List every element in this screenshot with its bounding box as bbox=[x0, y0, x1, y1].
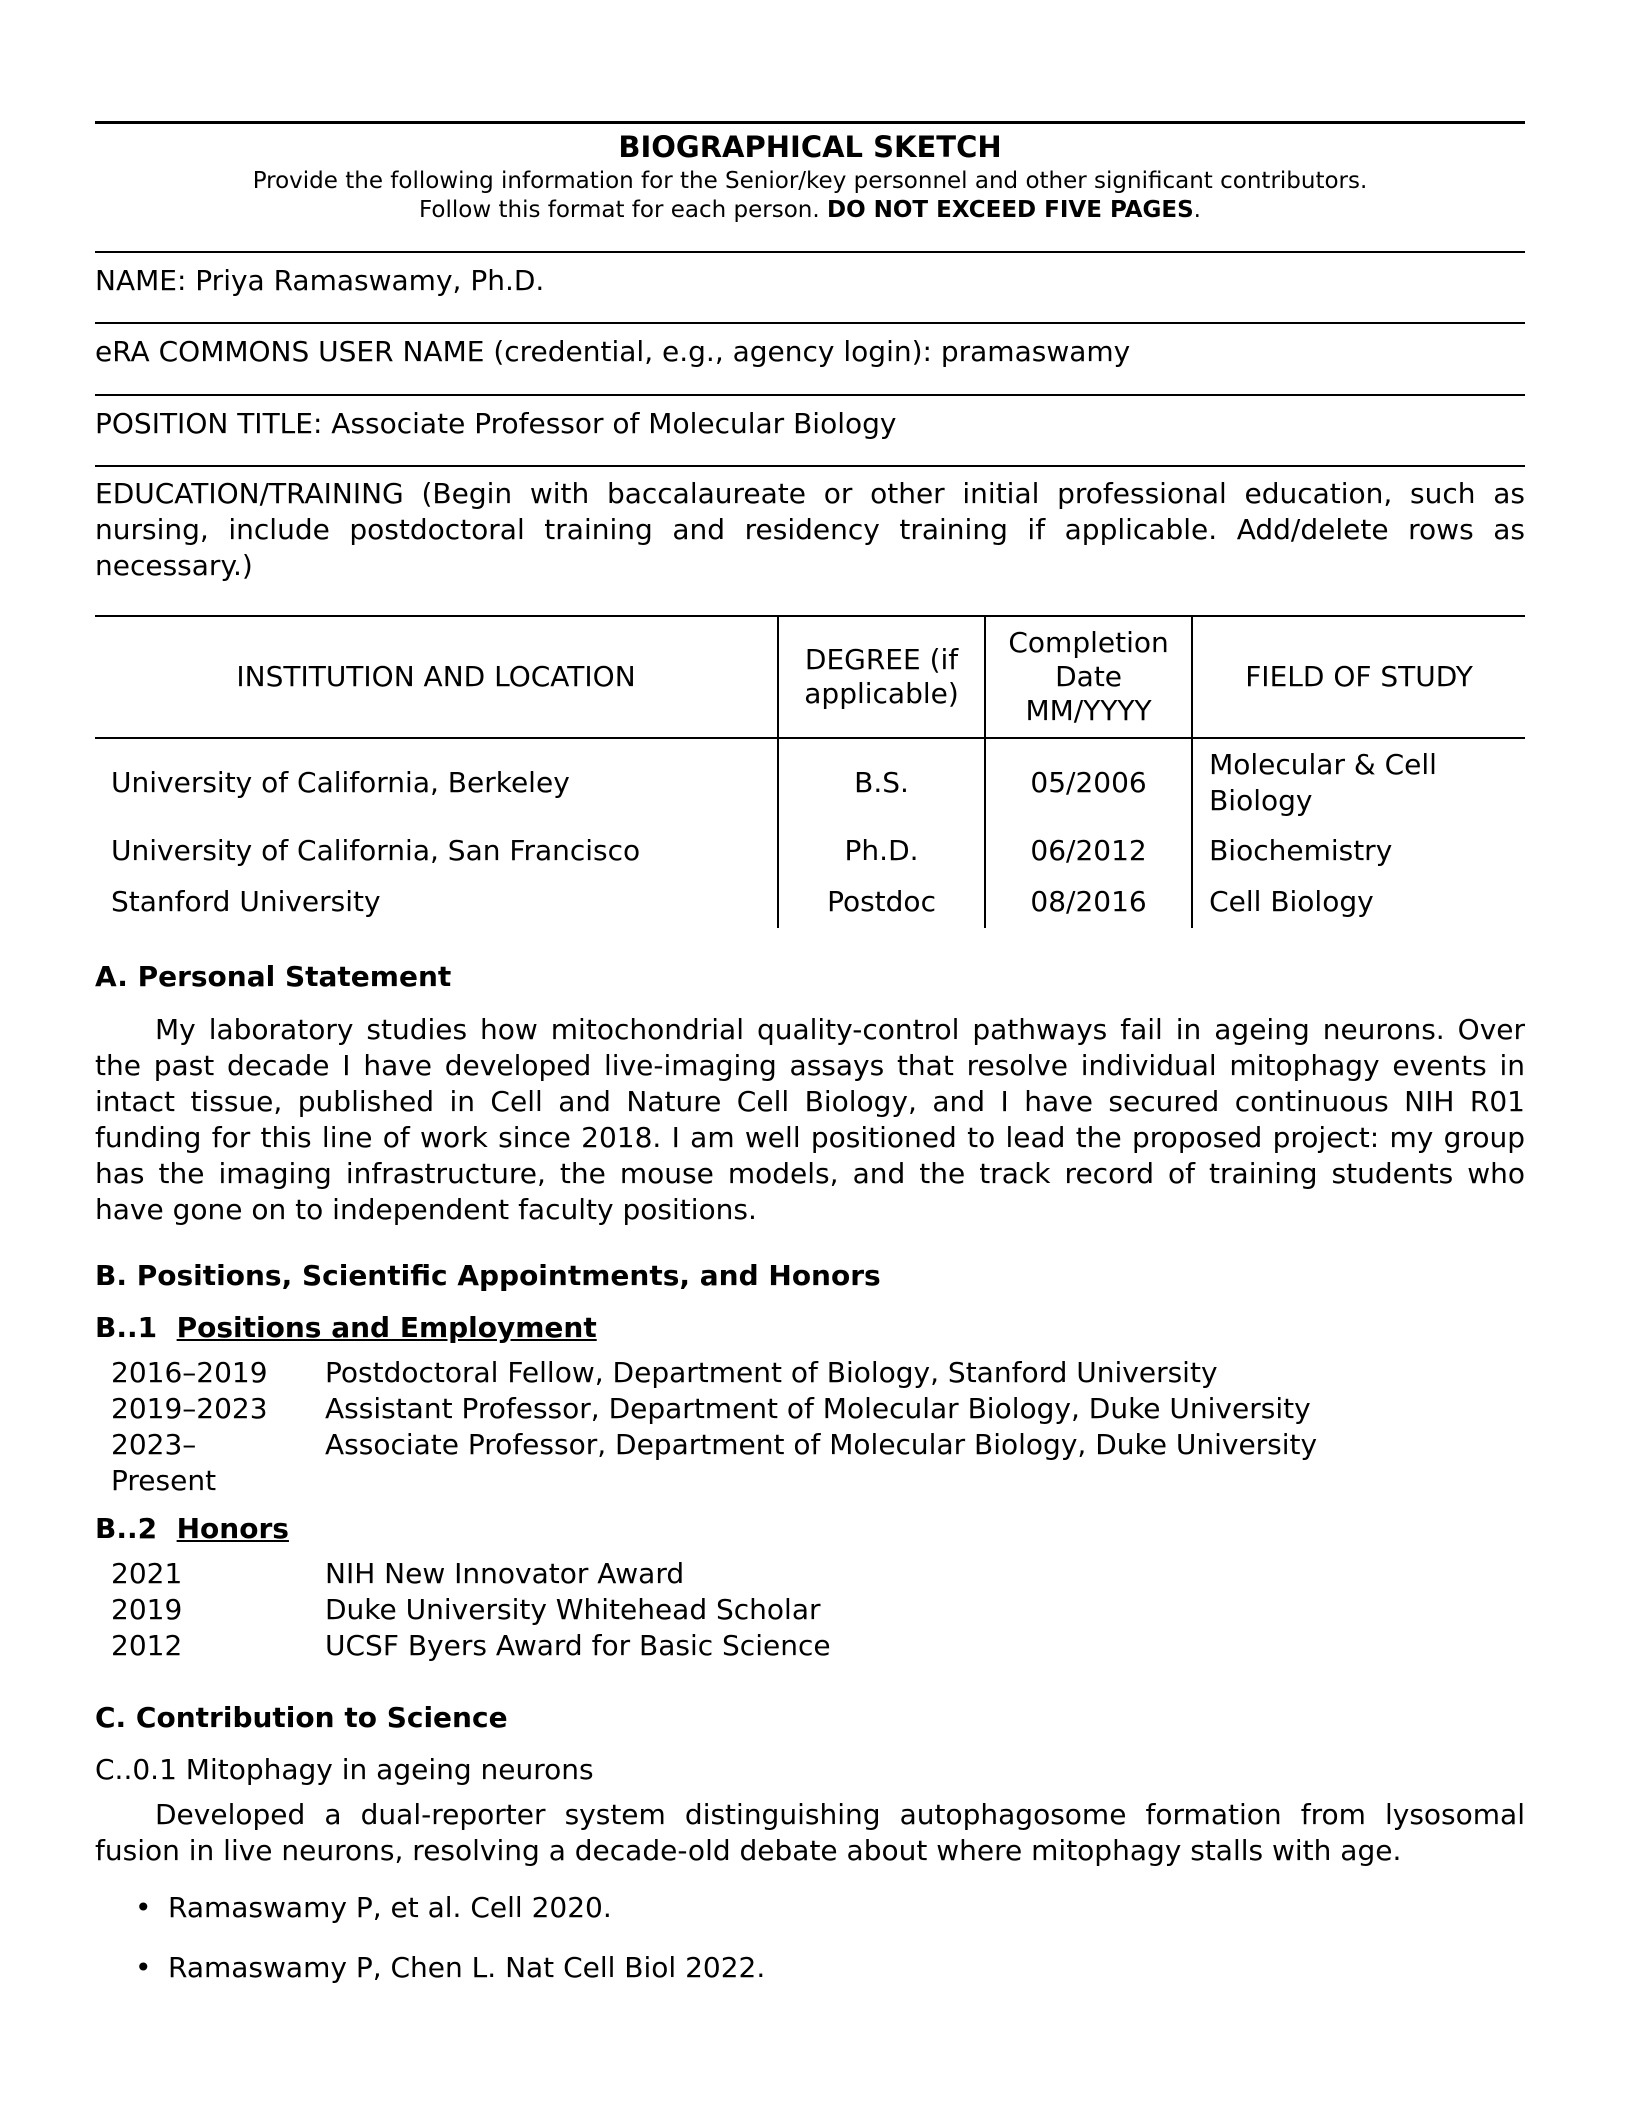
field-cell: Biochemistry bbox=[1192, 826, 1525, 876]
position-years: 2023– Present bbox=[111, 1428, 217, 1497]
honors-label: Honors bbox=[176, 1512, 289, 1545]
section-b-heading: B. Positions, Scientific Appointments, and Honors bbox=[95, 1259, 881, 1292]
bullet-icon: • bbox=[135, 1951, 152, 1984]
date-cell: 06/2012 bbox=[985, 826, 1192, 876]
honor-desc: Duke University Whitehead Scholar bbox=[325, 1593, 821, 1626]
subtitle-line-2-plain: Follow this format for each person. bbox=[419, 197, 827, 223]
name-rule bbox=[95, 251, 1525, 253]
table-row bbox=[95, 826, 1525, 876]
institution-cell: University of California, Berkeley bbox=[111, 765, 570, 799]
section-c-heading: C. Contribution to Science bbox=[95, 1701, 508, 1734]
date-cell: 08/2016 bbox=[985, 876, 1192, 928]
top-rule bbox=[95, 121, 1525, 124]
positions-label: Positions and Employment bbox=[176, 1311, 597, 1344]
section-a-heading: A. Personal Statement bbox=[95, 960, 452, 993]
position-years: 2016–2019 bbox=[111, 1356, 268, 1389]
document-title: BIOGRAPHICAL SKETCH bbox=[618, 130, 1002, 164]
citation: Ramaswamy P, et al. Cell 2020. bbox=[168, 1891, 612, 1924]
position-desc: Associate Professor, Department of Molecular Biology, Duke University bbox=[325, 1428, 1318, 1461]
era-rule bbox=[95, 322, 1525, 324]
degree-cell: Ph.D. bbox=[778, 826, 985, 876]
positions-number: B..1 bbox=[95, 1311, 158, 1344]
education-table-header bbox=[95, 616, 1525, 738]
education-table bbox=[95, 615, 1525, 928]
contribution-text: Developed a dual-reporter system distinguishing autophagosome formation from lysosomal fusion in live neurons, resolving a decade-old debate about where mitophagy stalls with age. bbox=[95, 1798, 1525, 1867]
education-rule bbox=[95, 465, 1525, 467]
bullet-icon: • bbox=[135, 1891, 152, 1924]
positions-heading bbox=[95, 1311, 597, 1344]
page-limit-notice: DO NOT EXCEED FIVE PAGES bbox=[826, 197, 1194, 223]
honors-number: B..2 bbox=[95, 1512, 158, 1545]
citation: Ramaswamy P, Chen L. Nat Cell Biol 2022. bbox=[168, 1951, 766, 1984]
field-cell: Molecular & Cell Biology bbox=[1192, 738, 1525, 826]
header-degree: DEGREE (if applicable) bbox=[778, 616, 985, 738]
institution-cell: Stanford University bbox=[111, 885, 381, 918]
honor-year: 2012 bbox=[111, 1629, 183, 1662]
subtitle-line-2-end: . bbox=[1193, 197, 1201, 223]
header-institution: INSTITUTION AND LOCATION bbox=[95, 616, 778, 738]
personal-statement: My laboratory studies how mitochondrial quality-control pathways fail in ageing neurons. Over the past decade I have developed live-imaging assays that resolve individual mitophagy events in intact tissue, published in Cell and Nature Cell Biology, and I have secured continuous NIH R01 funding for this line of work since 2018. I am well positioned to lead the proposed project: my group has the imaging infrastructure, the mouse models, and the track record of training students who have gone on to independent faculty positions. bbox=[95, 1013, 1525, 1226]
degree-cell: Postdoc bbox=[778, 876, 985, 928]
honor-desc: NIH New Innovator Award bbox=[325, 1557, 685, 1590]
name-field: NAME: Priya Ramaswamy, Ph.D. bbox=[95, 264, 545, 297]
honors-heading bbox=[95, 1512, 289, 1545]
honor-desc: UCSF Byers Award for Basic Science bbox=[325, 1629, 831, 1662]
honor-year: 2021 bbox=[111, 1557, 183, 1590]
position-desc: Postdoctoral Fellow, Department of Biology, Stanford University bbox=[325, 1356, 1218, 1389]
position-desc: Assistant Professor, Department of Molecular Biology, Duke University bbox=[325, 1392, 1311, 1425]
degree-cell: B.S. bbox=[778, 738, 985, 826]
position-title-field: POSITION TITLE: Associate Professor of Molecular Biology bbox=[95, 407, 897, 440]
subtitle-line-1: Provide the following information for the Senior/key personnel and other significant contributors. bbox=[252, 168, 1368, 194]
contribution-subheading: C..0.1 Mitophagy in ageing neurons bbox=[95, 1753, 594, 1786]
education-intro: EDUCATION/TRAINING (Begin with baccalaureate or other initial professional education, such as nursing, include postdoctoral training and residency training if applicable. Add/delete rows as necessary.) bbox=[95, 477, 1525, 582]
date-cell: 05/2006 bbox=[985, 738, 1192, 826]
header-completion-date: Completion Date MM/YYYY bbox=[985, 616, 1192, 738]
position-years: 2019–2023 bbox=[111, 1392, 268, 1425]
position-rule bbox=[95, 394, 1525, 396]
table-row bbox=[95, 738, 1525, 826]
institution-cell: University of California, San Francisco bbox=[111, 834, 641, 867]
field-cell: Cell Biology bbox=[1192, 876, 1525, 928]
honor-year: 2019 bbox=[111, 1593, 183, 1626]
table-row bbox=[95, 876, 1525, 928]
header-field-of-study: FIELD OF STUDY bbox=[1192, 616, 1525, 738]
era-commons-field: eRA COMMONS USER NAME (credential, e.g., agency login): pramaswamy bbox=[95, 335, 1131, 368]
subtitle-line-2 bbox=[95, 197, 1525, 223]
